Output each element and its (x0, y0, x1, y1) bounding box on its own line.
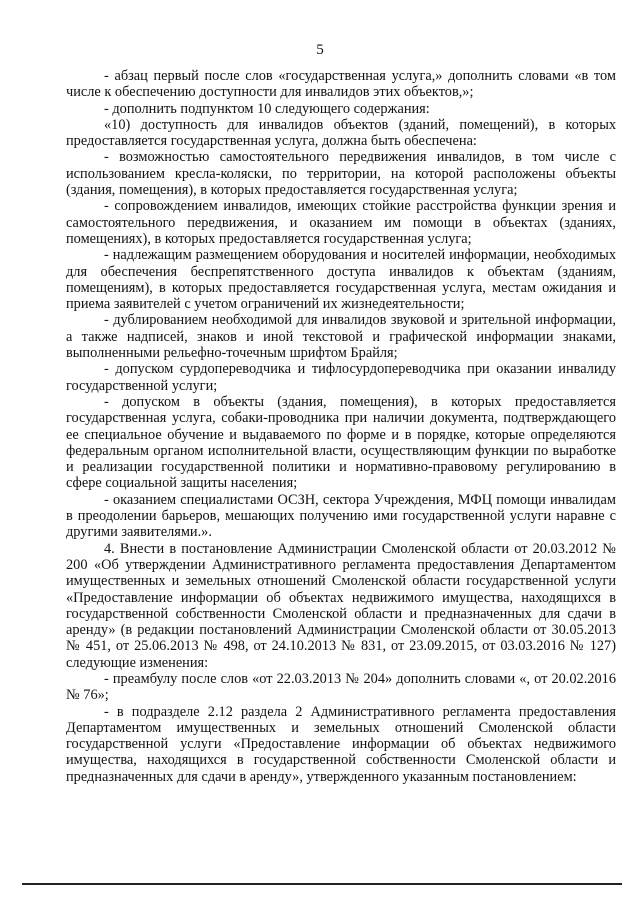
paragraph-2: - дополнить подпунктом 10 следующего содержания: (104, 100, 430, 117)
paragraph-11: 4. Внести в постановление Администрации Смоленской области от 20.03.2012 № 200 «Об утверждении Административного регламента предоставления Департаментом имущественных и земельных отношений Смоленской области государственной услуги «Предоставление информации об объектах недвижимого имущества, находящихся в государственной собственности Смоленской области и предназначенных для сдачи в аренду» (в редакции постановлений Администрации Смоленской области от 30.05.2013 № 451, от 25.06.2013 № 498, от 24.10.2013 № 831, от 23.09.2015, от 03.03.2016 № 127) следующие изменения: (66, 540, 616, 671)
paragraph-1: - абзац первый после слов «государственная услуга,» дополнить словами «в том числе к обеспечению доступности для инвалидов этих объектов,»; (66, 68, 616, 101)
paragraph-7: - дублированием необходимой для инвалидов звуковой и зрительной информации, а также надписей, знаков и иной текстовой и графической информации знаками, выполненными рельефно-точечным шрифтом Брайля; (66, 312, 616, 362)
paragraph-13: - в подразделе 2.12 раздела 2 Административного регламента предоставления Департаментом имущественных и земельных отношений Смоленской области государственной услуги «Предоставление информации об объектах недвижимого имущества, находящихся в государственной собственности Смоленской области и предназначенных для сдачи в аренду», утвержденного указанным постановлением: (66, 703, 616, 785)
paragraph-9: - допуском в объекты (здания, помещения), в которых предоставляется государственная услуга, собаки-проводника при наличии документа, подтверждающего ее специальное обучение и выдаваемого по форме и в порядке, которые определяются федеральным органом исполнительной власти, осуществляющим функции по выработке и реализации государственной политики и нормативно-правовому регулированию в сфере социальной защиты населения; (66, 393, 616, 492)
paragraph-6: - надлежащим размещением оборудования и носителей информации, необходимых для обеспечения беспрепятственного доступа инвалидов к объектам (зданиям, помещениям), в которых предоставляется государственная услуга, местам ожидания и приема заявителей с учетом ограничений их жизнедеятельности; (66, 247, 616, 313)
paragraph-12: - преамбулу после слов «от 22.03.2013 № 204» дополнить словами «, от 20.02.2016 № 76»; (66, 670, 616, 704)
paragraph-3: «10) доступность для инвалидов объектов (зданий, помещений), в которых предоставляется государственная услуга, должна быть обеспечена: (66, 116, 616, 150)
document-body (66, 68, 616, 785)
paragraph-10: - оказанием специалистами ОСЗН, сектора Учреждения, МФЦ помощи инвалидам в преодолении барьеров, мешающих получению ими государственной услуги наравне с другими заявителями.». (66, 491, 616, 541)
page-number: 5 (316, 42, 324, 58)
footer-rule (22, 883, 622, 885)
paragraph-8: - допуском сурдопереводчика и тифлосурдопереводчика при оказании инвалиду государственной услуги; (66, 361, 616, 394)
paragraph-5: - сопровождением инвалидов, имеющих стойкие расстройства функции зрения и самостоятельного передвижения, и оказанием им помощи в объектах (зданиях, помещениях), в которых предоставляется государственная услуга; (66, 198, 616, 247)
paragraph-4: - возможностью самостоятельного передвижения инвалидов, в том числе с использованием кресла-коляски, по территории, на которой расположены объекты (здания, помещения), в которых предоставляется государственная услуга; (66, 149, 616, 199)
